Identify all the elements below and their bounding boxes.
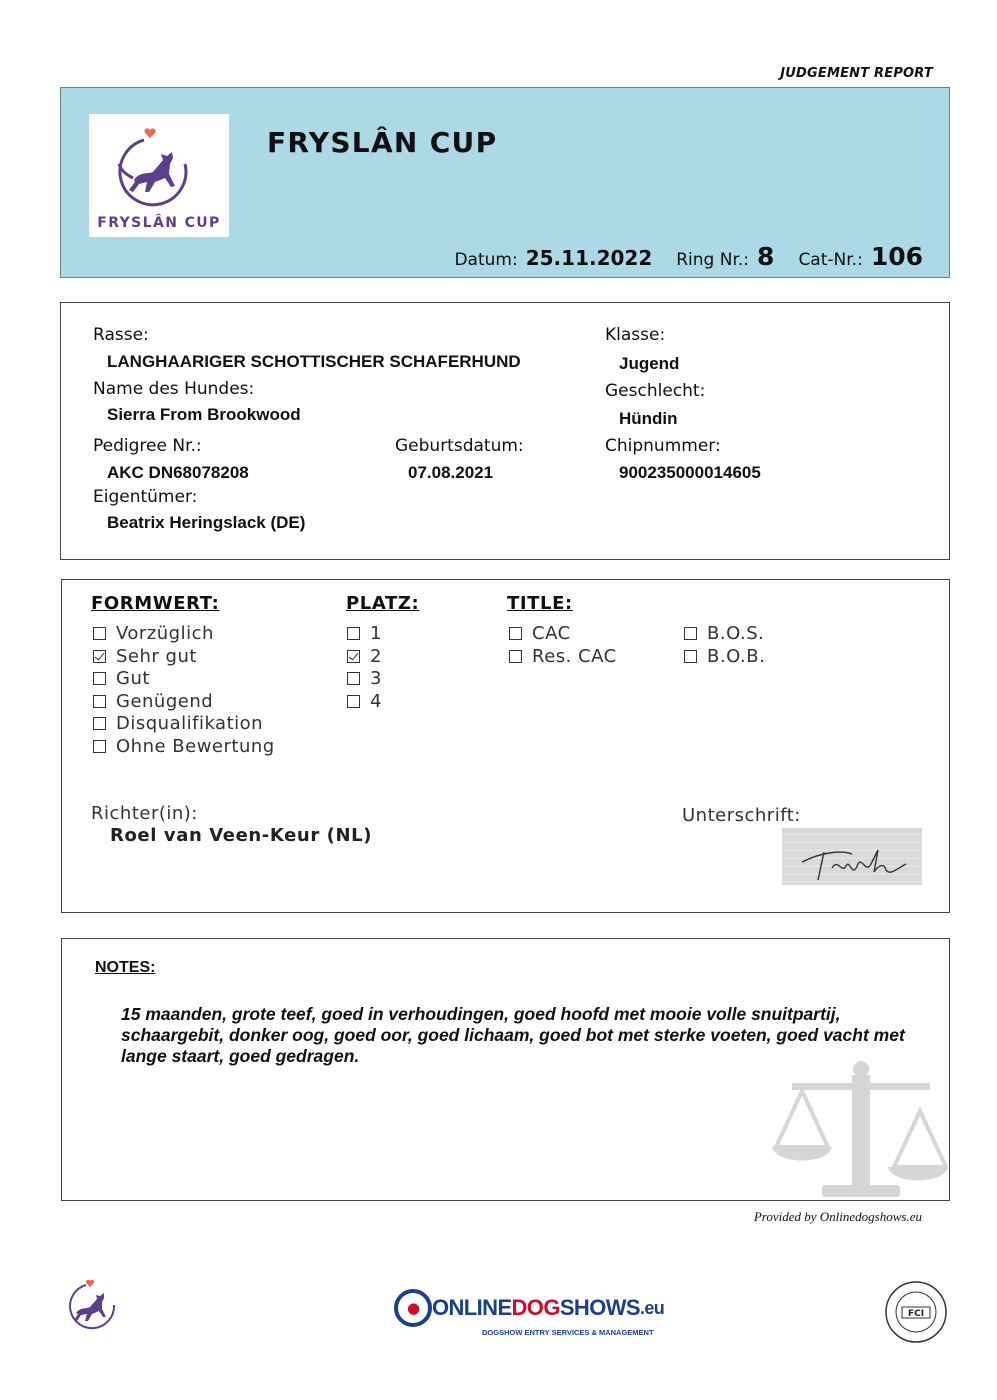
option-label: 1 — [370, 623, 382, 644]
date-label: Datum: — [454, 250, 518, 270]
dog-logo-icon — [89, 114, 229, 214]
checkbox[interactable] — [684, 650, 697, 663]
event-logo-small-icon — [64, 1277, 120, 1333]
dog-name-label: Name des Hundes: — [93, 379, 255, 399]
formwert-option[interactable] — [93, 691, 213, 712]
chip-label: Chipnummer: — [605, 436, 721, 456]
judge-label: Richter(in): — [91, 803, 198, 824]
option-label: Gut — [116, 668, 150, 689]
cat-label: Cat-Nr.: — [798, 250, 863, 270]
checkbox[interactable] — [684, 627, 697, 640]
ods-dog: DOG — [511, 1295, 560, 1320]
fci-seal-icon — [884, 1280, 948, 1344]
scales-watermark-icon — [772, 1057, 948, 1199]
dog-info-panel — [60, 302, 950, 560]
option-label: 3 — [370, 668, 382, 689]
provided-by: Provided by Onlinedogshows.eu — [753, 1209, 922, 1224]
pedigree-value: AKC DN68078208 — [107, 463, 249, 482]
platz-option[interactable] — [347, 646, 382, 667]
header-banner — [60, 87, 950, 278]
birthdate-label: Geburtsdatum: — [395, 436, 524, 456]
formwert-heading: FORMWERT: — [91, 593, 220, 614]
signature-scribble-icon — [782, 828, 922, 885]
formwert-option[interactable] — [93, 668, 150, 689]
notes-panel — [61, 938, 950, 1201]
platz-option[interactable] — [347, 623, 382, 644]
option-label: Sehr gut — [116, 646, 197, 667]
chip-value: 900235000014605 — [619, 463, 761, 482]
option-label: 4 — [370, 691, 382, 712]
class-label: Klasse: — [605, 325, 666, 345]
breed-value: LANGHAARIGER SCHOTTISCHER SCHAFERHUND — [107, 352, 521, 371]
sex-label: Geschlecht: — [605, 381, 706, 401]
checkbox[interactable] — [93, 740, 106, 753]
title-heading: TITLE: — [507, 593, 573, 614]
option-label: CAC — [532, 623, 571, 644]
fci-seal-text: FCI — [907, 1309, 925, 1319]
platz-option[interactable] — [347, 691, 382, 712]
onlinedogshows-logo — [394, 1287, 665, 1339]
notes-text: 15 maanden, grote teef, goed in verhoudingen, goed hoofd met mooie volle snuitpartij, schaargebit, donker oog, goed oor, goed lichaam, goed bot met sterke voeten, goed vacht met lange staart, goed gedragen. — [121, 1004, 905, 1066]
ods-wordmark — [394, 1287, 664, 1329]
title-option[interactable] — [509, 623, 571, 644]
checkbox[interactable] — [347, 695, 360, 708]
formwert-option[interactable] — [93, 736, 275, 757]
owner-value: Beatrix Heringslack (DE) — [107, 513, 306, 532]
option-label: 2 — [370, 646, 382, 667]
show-title: FRYSLÂN CUP — [267, 126, 498, 159]
result-panel — [61, 579, 950, 913]
formwert-option[interactable] — [93, 623, 214, 644]
cat-value: 106 — [870, 242, 923, 271]
ods-tagline: DOGSHOW ENTRY SERVICES & MANAGEMENT — [482, 1328, 654, 1337]
checkbox[interactable] — [93, 627, 106, 640]
fci-seal — [884, 1280, 948, 1344]
option-label: Ohne Bewertung — [116, 736, 275, 757]
birthdate-value: 07.08.2021 — [408, 463, 494, 482]
formwert-option[interactable] — [93, 646, 197, 667]
platz-option[interactable] — [347, 668, 382, 689]
ods-online: ONLINE — [432, 1295, 512, 1320]
checkbox[interactable] — [93, 672, 106, 685]
report-type-label: JUDGEMENT REPORT — [780, 66, 933, 81]
event-logo — [89, 114, 229, 237]
ods-tld: .eu — [639, 1297, 665, 1318]
option-label: B.O.B. — [707, 646, 766, 667]
owner-label: Eigentümer: — [93, 487, 198, 507]
judge-value: Roel van Veen-Keur (NL) — [110, 825, 373, 846]
signature-image — [782, 828, 922, 885]
notes-heading: NOTES: — [95, 959, 156, 976]
breed-label: Rasse: — [93, 325, 149, 345]
option-label: Disqualifikation — [116, 713, 264, 734]
date-value: 25.11.2022 — [525, 246, 653, 270]
formwert-option[interactable] — [93, 713, 263, 734]
pedigree-label: Pedigree Nr.: — [93, 436, 202, 456]
title-option[interactable] — [684, 623, 764, 644]
option-label: B.O.S. — [707, 623, 765, 644]
option-label: Vorzüglich — [116, 623, 214, 644]
ring-value: 8 — [757, 242, 775, 271]
checkbox[interactable] — [509, 627, 522, 640]
title-option[interactable] — [509, 646, 617, 667]
ods-shows: SHOWS — [559, 1295, 640, 1320]
paw-icon: ● — [394, 1289, 432, 1327]
checkbox[interactable] — [347, 627, 360, 640]
signature-label: Unterschrift: — [682, 805, 801, 826]
sex-value: Hündin — [619, 409, 678, 428]
checkbox[interactable] — [509, 650, 522, 663]
dog-name-value: Sierra From Brookwood — [107, 405, 301, 424]
title-option[interactable] — [684, 646, 765, 667]
ring-label: Ring Nr.: — [676, 250, 750, 270]
option-label: Genügend — [116, 691, 214, 712]
checkbox[interactable] — [347, 672, 360, 685]
platz-heading: PLATZ: — [346, 593, 420, 614]
show-meta — [454, 242, 923, 271]
checkbox-checked[interactable] — [93, 650, 106, 663]
checkbox[interactable] — [93, 695, 106, 708]
logo-text: FRYSLÂN CUP — [97, 215, 221, 231]
checkbox-checked[interactable] — [347, 650, 360, 663]
checkbox[interactable] — [93, 717, 106, 730]
option-label: Res. CAC — [532, 646, 617, 667]
class-value: Jugend — [619, 354, 680, 373]
